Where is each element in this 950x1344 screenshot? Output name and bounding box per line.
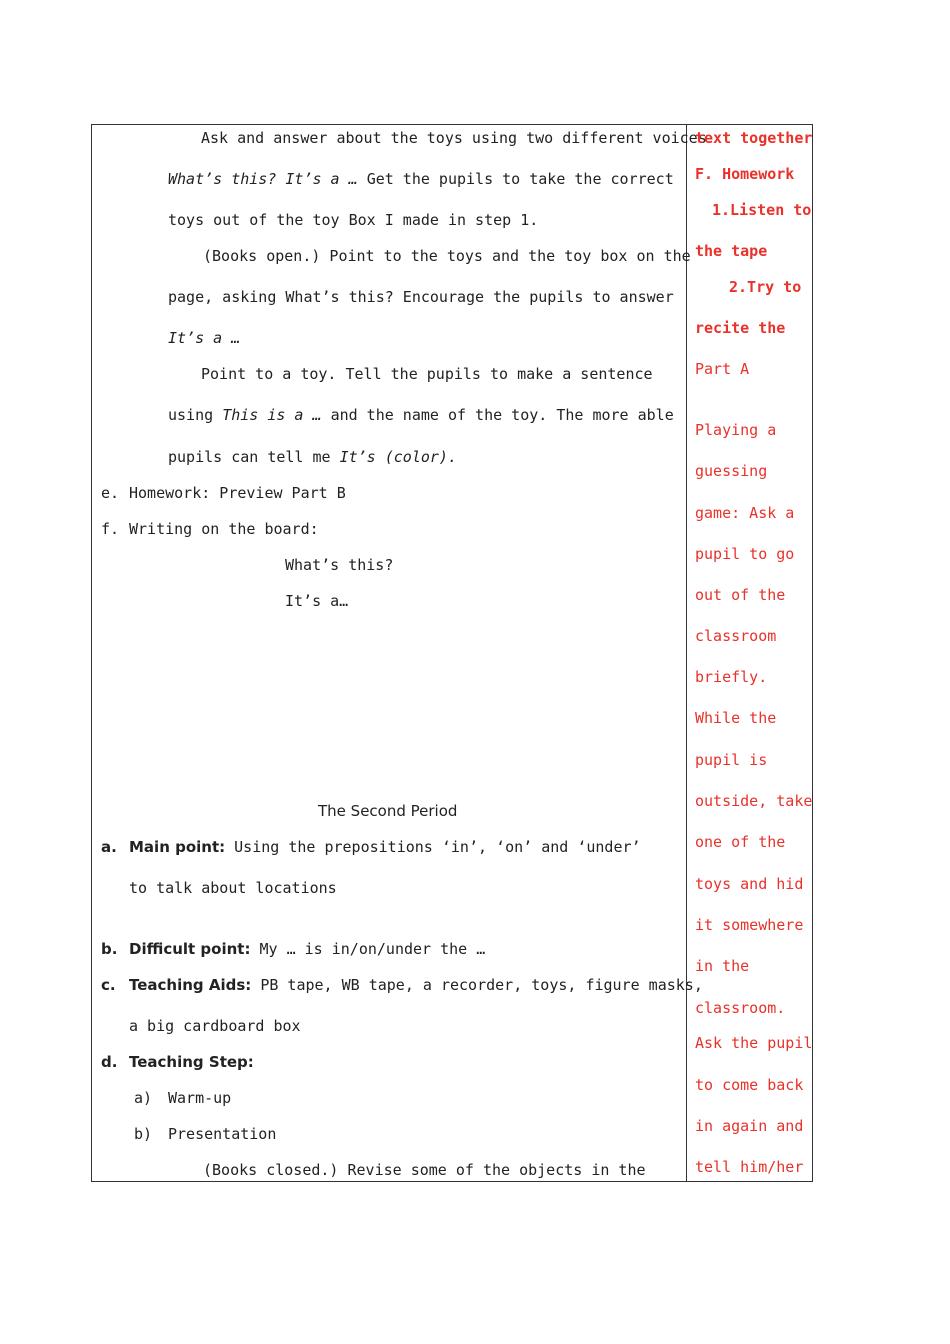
p3-line2-rest: and the name of the toy. The more able bbox=[330, 406, 674, 424]
right-note-9: outside, take bbox=[695, 792, 813, 810]
main-point-text: Using the prepositions ‘in’, ‘on’ and ‘under’ bbox=[234, 838, 641, 856]
p1-answer: It’s a … bbox=[285, 170, 358, 188]
p3-line3-italic: It’s (color). bbox=[339, 448, 457, 466]
p2-line2: page, asking What’s this? Encourage the pupils to answer bbox=[168, 288, 674, 306]
item-a-cont: to talk about locations bbox=[129, 879, 337, 897]
right-note-7: While the bbox=[695, 709, 777, 727]
item-a-marker: a. bbox=[101, 838, 117, 856]
right-note-2: game: Ask a bbox=[695, 504, 795, 522]
item-b-line bbox=[129, 939, 485, 959]
right-bold-line-1: F. Homework bbox=[695, 165, 795, 183]
item-c-cont: a big cardboard box bbox=[129, 1017, 301, 1035]
right-note-18: tell him/her bbox=[695, 1158, 804, 1176]
right-bold-line-3: the tape bbox=[695, 242, 768, 260]
p1-line2-rest: Get the pupils to take the correct bbox=[366, 170, 674, 188]
p1-line2 bbox=[168, 169, 674, 189]
p3-line3 bbox=[168, 447, 457, 467]
second-period-title: The Second Period bbox=[318, 802, 458, 820]
sub-a-marker: a) bbox=[134, 1089, 153, 1107]
right-note-11: toys and hid bbox=[695, 875, 804, 893]
item-c-marker: c. bbox=[101, 976, 116, 994]
right-note-5: classroom bbox=[695, 627, 777, 645]
sub-b-text: Presentation bbox=[168, 1125, 277, 1143]
p1-line1: Ask and answer about the toys using two different voices bbox=[201, 129, 707, 147]
right-note-0: Playing a bbox=[695, 421, 777, 439]
teaching-aids-label: Teaching Aids: bbox=[129, 976, 252, 994]
item-b-marker: b. bbox=[101, 940, 118, 958]
p1-line3: toys out of the toy Box I made in step 1. bbox=[168, 211, 539, 229]
right-note-4: out of the bbox=[695, 586, 786, 604]
right-note-12: it somewhere bbox=[695, 916, 804, 934]
p3-line2 bbox=[168, 405, 674, 425]
right-bold-line-2: 1.Listen to bbox=[712, 201, 812, 219]
right-part-a: Part A bbox=[695, 360, 750, 378]
right-note-3: pupil to go bbox=[695, 545, 795, 563]
item-e-text: Homework: Preview Part B bbox=[129, 484, 346, 502]
right-note-8: pupil is bbox=[695, 751, 768, 769]
teaching-aids-text: PB tape, WB tape, a recorder, toys, figure masks, bbox=[260, 976, 703, 994]
item-c-line bbox=[129, 975, 703, 995]
p3-line3-pre: pupils can tell me bbox=[168, 448, 331, 466]
main-point-label: Main point: bbox=[129, 838, 226, 856]
board-answer: It’s a… bbox=[285, 592, 349, 610]
right-note-13: in the bbox=[695, 957, 750, 975]
last-line: (Books closed.) Revise some of the objects in the bbox=[203, 1161, 646, 1179]
p3-line2-pre: using bbox=[168, 406, 214, 424]
item-a-line bbox=[129, 837, 641, 857]
item-e-marker: e. bbox=[101, 484, 120, 502]
p1-question: What’s this? bbox=[168, 170, 277, 188]
right-note-10: one of the bbox=[695, 833, 786, 851]
item-d-marker: d. bbox=[101, 1053, 118, 1071]
column-divider bbox=[686, 124, 687, 1182]
p2-line3: It’s a … bbox=[168, 329, 241, 347]
p3-line1: Point to a toy. Tell the pupils to make a sentence bbox=[201, 365, 653, 383]
item-f-marker: f. bbox=[101, 520, 120, 538]
right-note-1: guessing bbox=[695, 462, 768, 480]
right-note-17: in again and bbox=[695, 1117, 804, 1135]
right-note-15: Ask the pupil bbox=[695, 1034, 813, 1052]
p2-line1: (Books open.) Point to the toys and the toy box on the bbox=[203, 247, 691, 265]
right-bold-line-5: recite the bbox=[695, 319, 786, 337]
teaching-step-label: Teaching Step: bbox=[129, 1053, 254, 1071]
difficult-point-label: Difficult point: bbox=[129, 940, 251, 958]
sub-a-text: Warm-up bbox=[168, 1089, 232, 1107]
item-f-text: Writing on the board: bbox=[129, 520, 319, 538]
right-note-16: to come back bbox=[695, 1076, 804, 1094]
p3-line2-italic: This is a … bbox=[222, 406, 322, 424]
difficult-point-text: My … is in/on/under the … bbox=[259, 940, 486, 958]
right-note-6: briefly. bbox=[695, 668, 768, 686]
right-bold-line-4: 2.Try to bbox=[729, 278, 802, 296]
right-bold-line-0: text together bbox=[695, 129, 813, 147]
right-note-14: classroom. bbox=[695, 999, 786, 1017]
board-question: What’s this? bbox=[285, 556, 394, 574]
sub-b-marker: b) bbox=[134, 1125, 153, 1143]
